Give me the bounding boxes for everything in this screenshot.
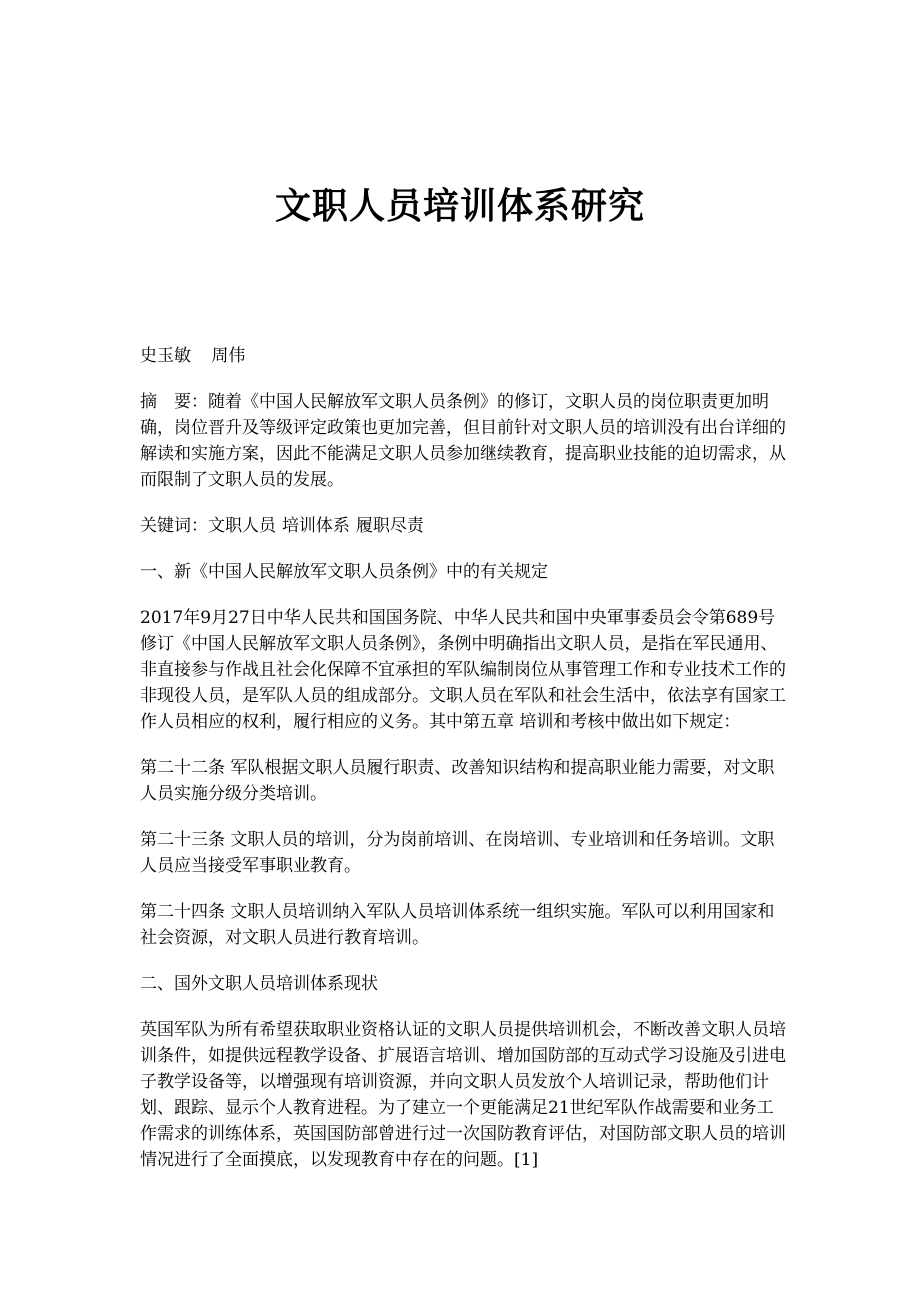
keywords-line xyxy=(140,513,790,539)
keyword: 培训体系 xyxy=(281,516,350,536)
keyword: 文职人员 xyxy=(208,516,276,536)
abstract-paragraph: 摘 要：随着《中国人民解放军文职人员条例》的修订，文职人员的岗位职责更加明确，岗位晋升及等级评定政策也更加完善，但目前针对文职人员的培训没有出台详细的解读和实施方案，因此不能满足文职人员参加继续教育，提高职业技能的迫切需求，从而限制了文职人员的发展。 xyxy=(140,392,786,490)
keyword: 履职尽责 xyxy=(355,516,424,536)
body-paragraph: 英国军队为所有希望获取职业资格认证的文职人员提供培训机会，不断改善文职人员培训条件，如提供远程教学设备、扩展语言培训、增加国防部的互动式学习设施及引进电子教学设备等，以增强现有培训资源，并向文职人员发放个人培训记录，帮助他们计划、跟踪、显示个人教育进程。为了建立一个更能满足21世纪军队作战需要和业务工作需求的训练体系，英国国防部曾进行过一次国防教育评估，对国防部文职人员的培训情况进行了全面摸底，以发现教育中存在的问题。[1] xyxy=(140,1020,786,1170)
document-body xyxy=(140,343,790,1193)
authors-line xyxy=(140,343,790,369)
article-paragraph: 第二十四条 文职人员培训纳入军队人员培训体系统一组织实施。军队可以利用国家和社会资源，对文职人员进行教育培训。 xyxy=(140,902,775,948)
article-paragraph: 第二十二条 军队根据文职人员履行职责、改善知识结构和提高职业能力需要，对文职人员实施分级分类培训。 xyxy=(140,758,775,804)
author-name: 史玉敏 xyxy=(140,346,191,366)
keywords-label: 关键词： xyxy=(140,516,208,536)
body-paragraph: 2017年9月27日中华人民共和国国务院、中华人民共和国中央軍事委员会令第689号修订《中国人民解放军文职人员条例》，条例中明确指出文职人员，是指在军民通用、非直接参与作战且社会化保障不宜承担的军队编制岗位从事管理工作和专业技术工作的非现役人员，是军队人员的组成部分。文职人员在军队和社会生活中，依法享有国家工作人员相应的权利，履行相应的义务。其中第五章 培训和考核中做出如下规定： xyxy=(140,608,786,732)
section-heading: 二、国外文职人员培训体系现状 xyxy=(140,974,378,994)
article-paragraph: 第二十三条 文职人员的培训，分为岗前培训、在岗培训、专业培训和任务培训。文职人员应当接受军事职业教育。 xyxy=(140,830,775,876)
document-title: 文职人员培训体系研究 xyxy=(274,185,645,227)
section-heading: 一、新《中国人民解放军文职人员条例》中的有关规定 xyxy=(140,562,548,582)
author-name: 周伟 xyxy=(211,346,246,366)
